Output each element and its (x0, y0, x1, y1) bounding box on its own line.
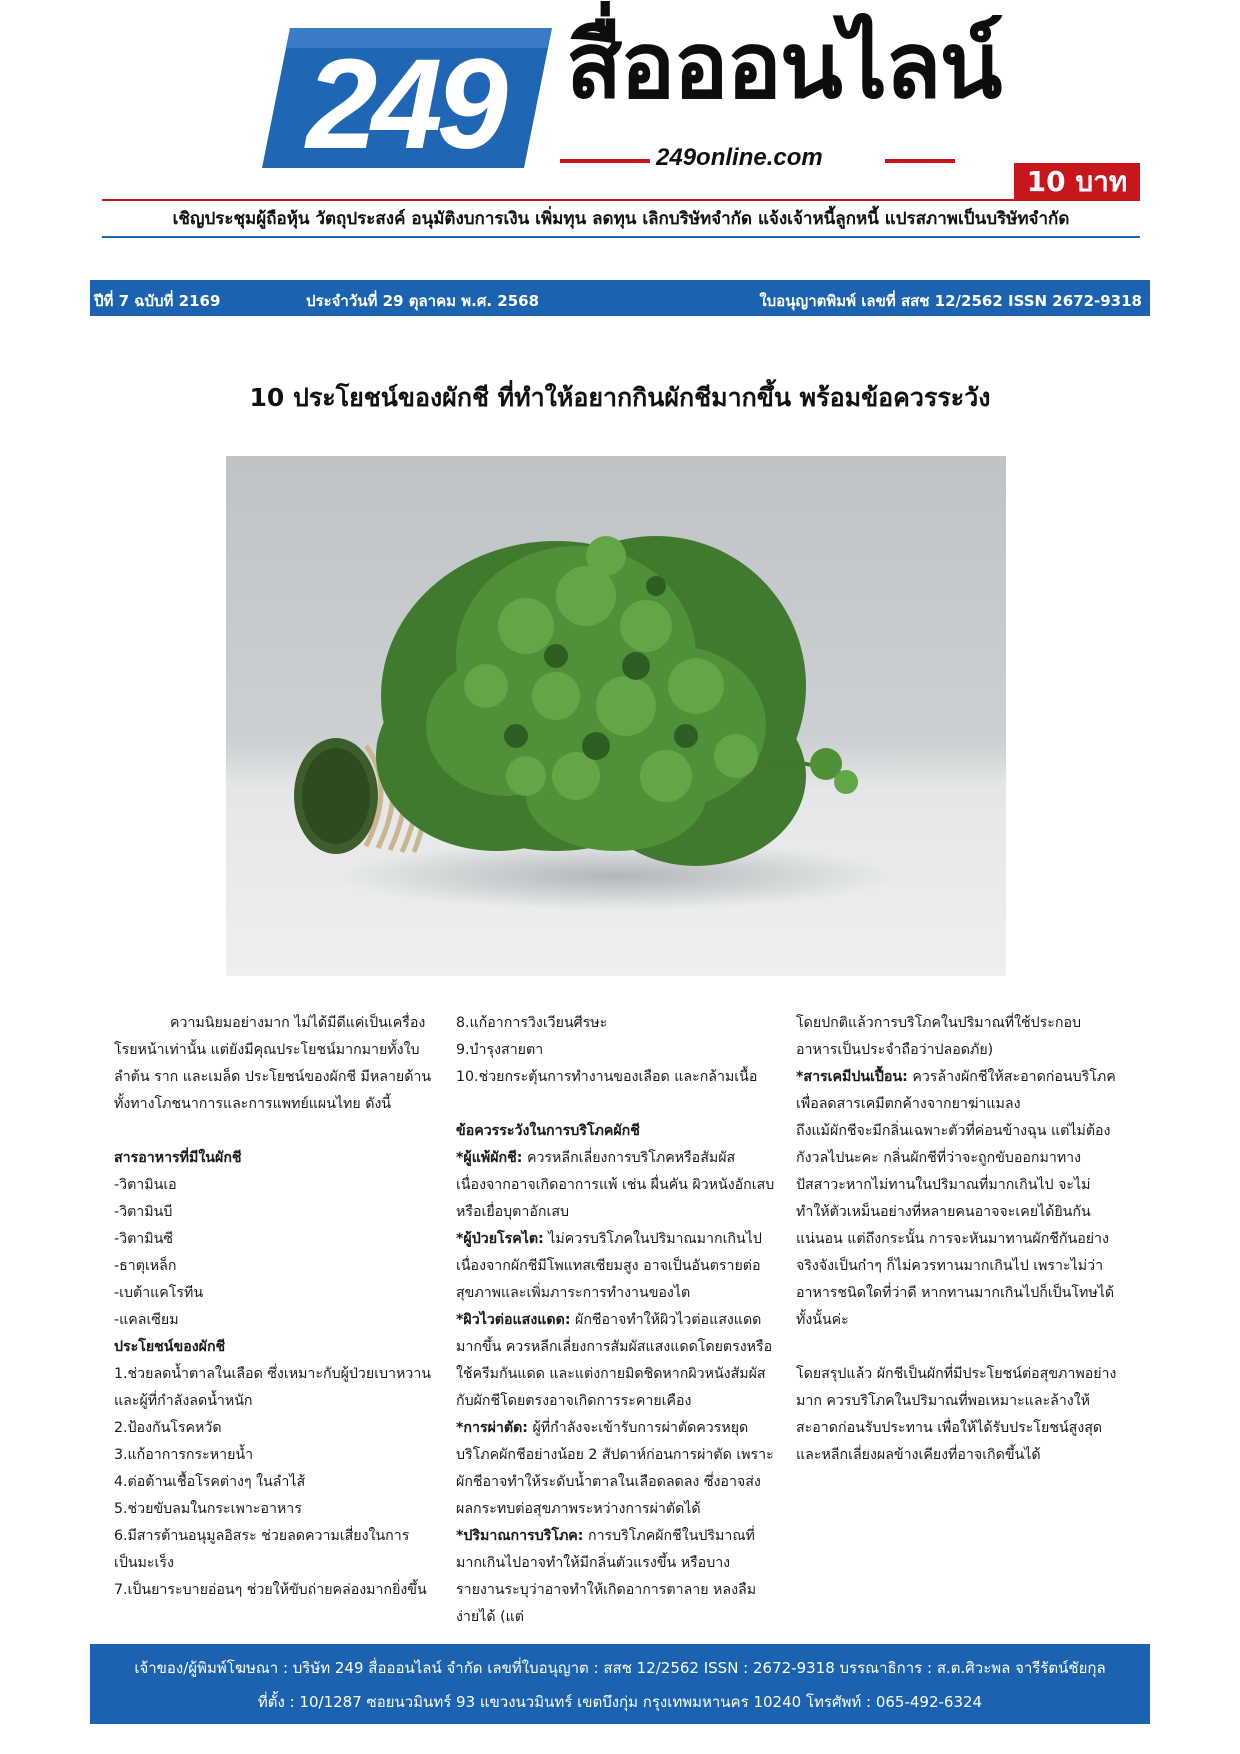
benefit-item: 1.ช่วยลดน้ำตาลในเลือด ซึ่งเหมาะกับผู้ป่วยเบาหวานและผู้ที่กำลังลดน้ำหนัก (114, 1366, 432, 1409)
benefit-item: 8.แก้อาการวิงเวียนศีรษะ (456, 1015, 608, 1031)
summary-paragraph: โดยสรุปแล้ว ผักชีเป็นผักที่มีประโยชน์ต่อสุขภาพอย่างมาก ควรบริโภคในปริมาณที่พอเหมาะและล้างให้สะอาดก่อนรับประทาน เพื่อให้ได้รับประโยชน์สูงสุดและหลีกเลี่ยงผลข้างเคียงที่อาจเกิดขึ้นได้ (796, 1366, 1117, 1463)
benefit-item: 4.ต่อต้านเชื้อโรคต่างๆ ในลำไส้ (114, 1474, 306, 1490)
caution-text: การบริโภคผักชีในปริมาณที่มากเกินไปอาจทำให้มีกลิ่นตัวแรงขึ้น หรือบางรายงานระบุว่าอาจทำให้เกิดอาการตาลาย หลงลืมง่ายได้ (แต่ (456, 1528, 757, 1625)
caution-label: *สารเคมีปนเปื้อน: (796, 1069, 908, 1085)
caution-label: *ผู้แพ้ผักชี: (456, 1150, 523, 1166)
nutrient-item: -วิตามินซี (114, 1231, 173, 1247)
caution-item (456, 1307, 778, 1415)
publisher-footer (90, 1644, 1150, 1724)
article-column-3 (796, 1010, 1118, 1469)
benefit-item: 5.ช่วยขับลมในกระเพาะอาหาร (114, 1501, 302, 1517)
issue-number: ปีที่ 7 ฉบับที่ 2169 (94, 292, 221, 310)
nutrient-item: -วิตามินเอ (114, 1177, 177, 1193)
caution-item (456, 1415, 778, 1523)
caution-item (456, 1145, 778, 1226)
caution-heading: ข้อควรระวังในการบริโภคผักชี (456, 1123, 640, 1139)
logo-thai-text: สื่อออนไลน์ (566, 12, 1001, 119)
nutrients-heading: สารอาหารที่มีในผักชี (114, 1150, 242, 1166)
caution-label: *ผู้ป่วยโรคไต: (456, 1231, 544, 1247)
benefit-item: 10.ช่วยกระตุ้นการทำงานของเลือด และกล้ามเนื้อ (456, 1069, 758, 1085)
caution-item (456, 1523, 778, 1631)
benefit-item: 2.ป้องกันโรคหวัด (114, 1420, 222, 1436)
caution-item (796, 1064, 1118, 1118)
masthead-blue-rule (102, 236, 1140, 238)
nutrient-item: -เบต้าแคโรทีน (114, 1285, 204, 1301)
issue-license: ใบอนุญาตพิมพ์ เลขที่ สสช 12/2562 ISSN 2672-9318 (759, 292, 1142, 310)
caution-item (456, 1226, 778, 1307)
benefits-heading: ประโยชน์ของผักชี (114, 1339, 226, 1355)
intro-paragraph: ความนิยมอย่างมาก ไม่ได้มีดีแค่เป็นเครื่องโรยหน้าเท่านั้น แต่ยังมีคุณประโยชน์มากมายทั้งใบ ลำต้น ราก และเมล็ด ประโยชน์ของผักชี มีหลายด้าน ทั้งทางโภชนาการและการแพทย์แผนไทย ดังนี้ (114, 1015, 432, 1112)
benefit-item: 9.บำรุงสายตา (456, 1042, 544, 1058)
price-badge: 10 บาท (1014, 163, 1140, 201)
smell-paragraph: ถึงแม้ผักชีจะมีกลิ่นเฉพาะตัวที่ค่อนข้างฉุน แต่ไม่ต้องกังวลไปนะคะ กลิ่นผักชีที่ว่าจะถูกขับออกมาทางปัสสาวะหากไม่ทานในปริมาณที่มากเกินไป จะไม่ทำให้ตัวเหม็นอย่างที่หลายคนอาจจะเคยได้ยินกันแน่นอน แต่ถึงกระนั้น การจะหันมาทานผักชีกันอย่างจริงจังเป็นก๋าๆ ก็ไม่ควรทานมากเกินไป เพราะไม่ว่าอาหารชนิดใดที่ว่าดี หากทานมากเกินไปก็เป็นโทษได้ทั้งนั้นค่ะ (796, 1123, 1115, 1328)
caution-text: ควรล้างผักชีให้สะอาดก่อนบริโภค เพื่อลดสารเคมีตกค้างจากยาฆ่าแมลง (796, 1069, 1116, 1112)
nutrient-item: -วิตามินบี (114, 1204, 173, 1220)
masthead-red-rule (102, 199, 1140, 201)
caution-label: *การผ่าตัด: (456, 1420, 528, 1436)
caution-label: *ปริมาณการบริโภค: (456, 1528, 584, 1544)
benefit-item: 7.เป็นยาระบายอ่อนๆ ช่วยให้ขับถ่ายคล่องมากยิ่งขึ้น (114, 1582, 427, 1598)
caution-text: ผักชีอาจทำให้ผิวไวต่อแสงแดดมากขึ้น ควรหลีกเลี่ยงการสัมผัสแสงแดดโดยตรงหรือใช้ครีมกันแดด และแต่งกายมิดชิดหากผิวหนังสัมผัสกับผักชีโดยตรงอาจเกิดการระคายเคือง (456, 1312, 773, 1409)
issue-bar (90, 280, 1150, 316)
logo-site-url: 249online.com (656, 144, 823, 171)
nutrient-item: -แคลเซียม (114, 1312, 179, 1328)
caution-text: ควรหลีกเลี่ยงการบริโภคหรือสัมผัส เนื่องจากอาจเกิดอาการแพ้ เช่น ผื่นคัน ผิวหนังอักเสบ หรือเยื่อบุตาอักเสบ (456, 1150, 775, 1220)
caution-continued: โดยปกติแล้วการบริโภคในปริมาณที่ใช้ประกอบอาหารเป็นประจำถือว่าปลอดภัย) (796, 1015, 1082, 1058)
issue-date: ประจำวันที่ 29 ตุลาคม พ.ศ. 2568 (306, 292, 540, 310)
footer-publisher-line: เจ้าของ/ผู้พิมพ์โฆษณา : บริษัท 249 สื่อออนไลน์ จำกัด เลขที่ใบอนุญาต : สสช 12/2562 ISSN : 2672-9318 บรรณาธิการ : ส.ต.ศิวะพล จารีรัตน์ชัยกุล (134, 1659, 1106, 1677)
coriander-photo (226, 456, 1006, 976)
nutrient-item: -ธาตุเหล็ก (114, 1258, 177, 1274)
caution-text: ไม่ควรบริโภคในปริมาณมากเกินไป เนื่องจากผักชีมีโพแทสเซียมสูง อาจเป็นอันตรายต่อสุขภาพและเพิ่มภาระการทำงานของไต (456, 1231, 762, 1301)
coriander-illustration (226, 456, 1006, 976)
footer-address-line: ที่ตั้ง : 10/1287 ซอยนวมินทร์ 93 แขวงนวมินทร์ เขตบึงกุ่ม กรุงเทพมหานคร 10240 โทรศัพท์ : 065-492-6324 (257, 1693, 983, 1711)
article-headline: 10 ประโยชน์ของผักชี ที่ทำให้อยากกินผักชีมากขึ้น พร้อมข้อควรระวัง (249, 383, 991, 412)
caution-text: ผู้ที่กำลังจะเข้ารับการผ่าตัดควรหยุดบริโภคผักชีอย่างน้อย 2 สัปดาห์ก่อนการผ่าตัด เพราะผักชีอาจทำให้ระดับน้ำตาลในเลือดลดลง ซึ่งอาจส่งผลกระทบต่อสุขภาพระหว่างการผ่าตัดได้ (456, 1420, 774, 1517)
logo-249-mark (262, 28, 552, 168)
masthead-tagline: เชิญประชุมผู้ถือหุ้น วัตถุประสงค์ อนุมัติงบการเงิน เพิ่มทุน ลดทุน เลิกบริษัทจำกัด แจ้งเจ้าหนี้ลูกหนี้ แปรสภาพเป็นบริษัทจำกัด (172, 209, 1070, 229)
benefit-item: 6.มีสารต้านอนุมูลอิสระ ช่วยลดความเสี่ยงในการเป็นมะเร็ง (114, 1528, 410, 1571)
article-column-2 (456, 1010, 778, 1631)
logo-accent-line-left (560, 159, 650, 163)
benefit-item: 3.แก้อาการกระหายน้ำ (114, 1447, 254, 1463)
article-column-1 (114, 1010, 432, 1604)
logo-accent-line-right (885, 159, 955, 163)
logo-number: 249 (306, 33, 502, 168)
caution-label: *ผิวไวต่อแสงแดด: (456, 1312, 571, 1328)
